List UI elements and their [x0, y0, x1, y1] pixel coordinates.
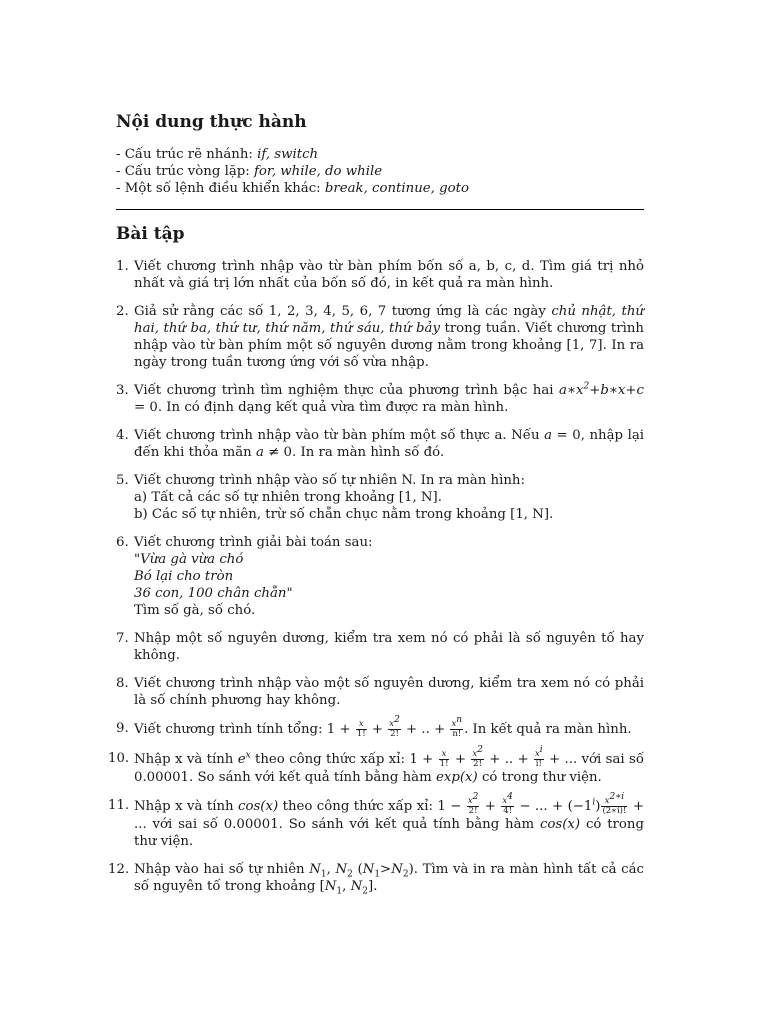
page-content: [108, 112, 645, 906]
exercise-11: 11. Nhập x và tính cos(x) theo công thức xấp xỉ: 1 − $\frac{x^2}{2!}$ + $\frac{x^4}{4!}$ − ... + $(-1^i)$ $\frac{x^{2∗i}}{(2∗i)!}$ + ... với sai số 0.00001. So sánh với kết quả tính bằng hàm cos(x) có trong thư viện.: [108, 792, 644, 849]
exercise-12: 12. Nhập vào hai số tự nhiên $N_1$, $N_2$ $(N_1>N_2)$. Tìm và in ra màn hình tất cả các số nguyên tố trong khoảng [$N_1$, $N_2$].: [108, 862, 644, 897]
poem-line-1: "Vừa gà vừa chó: [134, 552, 244, 567]
heading-practice: Nội dung thực hành: [116, 112, 307, 132]
bullet-branching: - Cấu trúc rẽ nhánh: if, switch: [116, 147, 319, 162]
poem-line-2: Bó lại cho tròn: [134, 569, 234, 584]
math-a-not-zero: a ≠ 0: [255, 445, 292, 460]
poem-line-3: 36 con, 100 chân chẵn": [134, 586, 293, 601]
math-a-equals-zero: a = 0: [544, 428, 581, 443]
math-n1-n2: $N_1$, $N_2$ $(N_1>N_2)$: [309, 862, 414, 880]
exercise-7: 7. Nhập một số nguyên dương, kiểm tra xem nó có phải là số nguyên tố hay không.: [116, 631, 644, 663]
exercise-1: 1. Viết chương trình nhập vào từ bàn phím bốn số a, b, c, d. Tìm giá trị nhỏ nhất và giá trị lớn nhất của bốn số đó, in kết quả ra màn hình.: [116, 259, 644, 291]
divider: [116, 209, 644, 210]
sum-formula: 1 + $\frac{x}{1!}$ + $\frac{x^2}{2!}$ + .. + $\frac{x^n}{n!}$: [326, 715, 463, 739]
quadratic-equation: $a∗x^2+b∗x+c$: [559, 381, 644, 398]
exercise-3: 3. Viết chương trình tìm nghiệm thực của phương trình bậc hai $a∗x^2+b∗x+c = 0$. In có định dạng kết quả vừa tìm được ra màn hình.: [116, 381, 644, 415]
exercise-5: 5. Viết chương trình nhập vào số tự nhiên N. In ra màn hình: a) Tất cả các số tự nhiên trong khoảng [1, N]. b) Các số tự nhiên, trừ số chẵn chục nằm trong khoảng [1, N].: [116, 473, 554, 522]
practice-list: [116, 146, 644, 197]
cos-series: 1 − $\frac{x^2}{2!}$ + $\frac{x^4}{4!}$ − ... + $(-1^i)$ $\frac{x^{2∗i}}{(2∗i)!}$ + ...: [134, 792, 644, 832]
math-interval: [$N_1$, $N_2$]: [319, 879, 374, 897]
exp-series: 1 + $\frac{x}{1!}$ + $\frac{x^2}{2!}$ + .. + $\frac{x^i}{i!}$ + ...: [409, 745, 578, 769]
bullet-loops: - Cấu trúc vòng lặp: for, while, do while: [116, 164, 383, 179]
exercise-6: 6. Viết chương trình giải bài toán sau: "Vừa gà vừa chó Bó lại cho tròn 36 con, 100 chân chẵn" Tìm số gà, số chó.: [116, 534, 644, 619]
exercise-4: 4. Viết chương trình nhập vào từ bàn phím một số thực a. Nếu a = 0, nhập lại đến khi thỏa mãn a ≠ 0. In ra màn hình số đó.: [116, 428, 645, 460]
heading-exercises: Bài tập: [116, 224, 185, 244]
exercise-9: 9. Viết chương trình tính tổng: 1 + $\frac{x}{1!}$ + $\frac{x^2}{2!}$ + .. + $\frac{x^n}{n!}$ . In kết quả ra màn hình.: [116, 715, 632, 739]
exercise-10: 10. Nhập x và tính $e^x$ theo công thức xấp xỉ: 1 + $\frac{x}{1!}$ + $\frac{x^2}{2!}$ + .. + $\frac{x^i}{i!}$ + ... với sai số 0.00001. So sánh với kết quả tính bằng hàm exp(x) có trong thư viện.: [108, 745, 644, 785]
bullet-control: - Một số lệnh điều khiển khác: break, continue, goto: [116, 181, 469, 196]
exercise-2: 2. Giả sử rằng các số 1, 2, 3, 4, 5, 6, 7 tương ứng là các ngày chủ nhật, thứ hai, thứ ba, thứ tư, thứ năm, thứ sáu, thứ bảy trong tuần. Viết chương trình nhập vào từ bàn phím một số nguyên dương nằm trong khoảng [1, 7]. In ra ngày trong tuần tương ứng với số vừa nhập.: [116, 304, 644, 370]
exercise-list: [108, 258, 645, 897]
exercise-8: 8. Viết chương trình nhập vào một số nguyên dương, kiểm tra xem nó có phải là số chính phương hay không.: [116, 676, 644, 708]
